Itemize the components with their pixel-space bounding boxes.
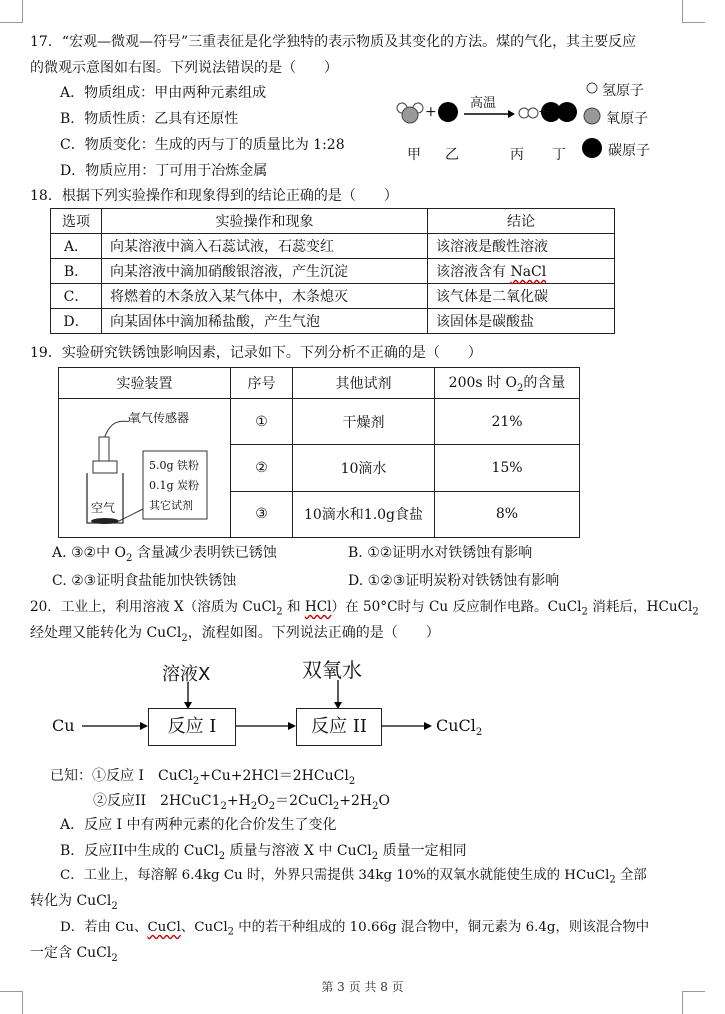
text: 质量一定相同 (378, 843, 467, 859)
text: 全部 (615, 868, 647, 883)
cell-reagent: 10滴水和1.0g食盐 (293, 491, 435, 537)
q18-table (50, 208, 615, 334)
subscript: 2 (276, 606, 283, 618)
text: 、CuCl (180, 920, 228, 935)
subscript: 2 (348, 775, 356, 787)
cell-number: ② (231, 445, 293, 491)
iron-powder-label: 5.0g 铁粉 (149, 459, 200, 472)
flow-input-solution-x: 溶液X (162, 664, 211, 685)
subscript: 2 (516, 382, 524, 394)
q20-stem-line2 (30, 623, 440, 649)
q20-flow-diagram (40, 650, 500, 750)
table-header-row (51, 209, 615, 234)
q17-stem-line1: 17．“宏观—微观—符号”三重表征是化学独特的表示物质及其变化的方法。煤的气化，其主要反应 (30, 34, 637, 50)
label-ding: 丁 (552, 147, 566, 163)
q17-stem-line2: 的微观示意图如右图。下列说法错误的是（ ） (30, 60, 338, 76)
header-apparatus: 实验装置 (59, 368, 231, 399)
subscript: 2 (581, 606, 588, 618)
q19-option-c: C. ②③证明食盐能加快铁锈蚀 (52, 573, 237, 589)
text: 经处理又能转化为 CuCl (30, 625, 182, 641)
carbon-powder-label: 0.1g 炭粉 (149, 479, 200, 492)
cell-operation: 向某溶液中滴入石蕊试液，石蕊变红 (102, 234, 428, 259)
text: ①反应 I CuCl (92, 768, 193, 784)
subscript: 2 (372, 800, 379, 812)
q20-option-b (60, 841, 467, 867)
legend-hydrogen: 氢原子 (602, 83, 644, 99)
subscript: 2 (218, 850, 226, 862)
cell-option: D． (51, 309, 102, 334)
cell-conclusion: 该溶液是酸性溶液 (428, 234, 615, 259)
text: ＝2CuCl (275, 793, 333, 809)
plus-sign: + (538, 104, 550, 120)
cell-reagent: 10滴水 (293, 445, 435, 491)
flow-box-reaction-2: 反应 II (296, 708, 382, 746)
label-yi: 乙 (445, 147, 459, 163)
cell-operation: 向某溶液中滴加硝酸银溶液，产生沉淀 (102, 259, 428, 284)
q20-option-a: A．反应 I 中有两种元素的化合价发生了变化 (60, 817, 337, 833)
hcl-text: HCl (304, 599, 332, 615)
other-reagent-label: 其它试剂 (149, 499, 193, 512)
corner-mark (682, 0, 705, 23)
q19-stem: 19．实验研究铁锈蚀影响因素，记录如下。下列分析不正确的是（ ） (30, 345, 482, 361)
q20-known-r2 (93, 791, 390, 817)
cell-conclusion: 该气体是二氧化碳 (428, 284, 615, 309)
cell-o2-content: 21% (435, 399, 580, 445)
table-row (51, 234, 615, 259)
subscript: 2 (371, 850, 379, 862)
table-row (51, 309, 615, 334)
text: ）在 50°C时与 Cu 反应制作电路。CuCl (331, 599, 582, 615)
flow-box-reaction-1: 反应 I (148, 708, 236, 746)
text: A. ③②中 O (52, 545, 127, 561)
subscript: 2 (111, 952, 118, 964)
text: 质量与溶液 X 中 CuCl (225, 843, 372, 859)
text: ，流程如图。下列说法正确的是（ ） (187, 625, 440, 641)
subscript: 2 (475, 727, 483, 739)
text: 含量减少表明铁已锈蚀 (132, 545, 277, 561)
text: 和 (282, 599, 305, 615)
plus-sign: + (425, 104, 437, 120)
q19-option-b: B. ①②证明水对铁锈蚀有影响 (348, 545, 533, 561)
text: 已知： (50, 768, 92, 784)
cell-conclusion: 该固体是碳酸盐 (428, 309, 615, 334)
arrow-condition-label: 高温 (470, 96, 497, 111)
subscript: 2 (332, 800, 340, 812)
subscript: 2 (111, 900, 118, 912)
subscript: 2 (250, 800, 258, 812)
subscript: 2 (220, 800, 227, 812)
cell-option: A． (51, 234, 102, 259)
text: CuCl (436, 716, 476, 735)
cell-number: ③ (231, 491, 293, 537)
cell-option: C． (51, 284, 102, 309)
text: 中的若干种组成的 10.66g 混合物中，铜元素为 6.4g，则该混合物中 (234, 920, 650, 935)
q20-option-d (60, 918, 649, 943)
cell-number: ① (231, 399, 293, 445)
cell-operation: 向某固体中滴加稀盐酸，产生气泡 (102, 309, 428, 334)
q20-known-r1 (50, 766, 355, 792)
text: +2H (339, 793, 373, 809)
subscript: 2 (692, 606, 699, 618)
cucl-text: CuCl (147, 920, 181, 935)
subscript: 2 (609, 874, 616, 886)
cell-o2-content: 15% (435, 445, 580, 491)
header-text: 的含量 (523, 375, 566, 392)
air-label: 空气 (91, 501, 116, 515)
cell-operation: 将燃着的木条放入某气体中，木条熄灭 (102, 284, 428, 309)
nacl-text: NaCl (510, 264, 547, 280)
label-bing: 丙 (510, 147, 524, 163)
subscript: 2 (227, 926, 235, 938)
text: O (378, 793, 391, 809)
cell-conclusion (428, 259, 615, 284)
apparatus-cell (59, 399, 231, 538)
table-row (51, 259, 615, 284)
q17-reaction-diagram (390, 80, 680, 170)
subscript: 2 (192, 775, 200, 787)
q20-option-c-line2 (30, 891, 118, 917)
cell-option: B． (51, 259, 102, 284)
cell-reagent: 干燥剂 (293, 399, 435, 445)
header-text: 200s 时 O (448, 375, 517, 392)
corner-mark (0, 0, 23, 23)
page-footer: 第 3 页 共 8 页 (321, 980, 404, 994)
header-option: 选项 (51, 209, 102, 234)
subscript: 2 (268, 800, 276, 812)
flow-end-cucl2 (436, 716, 482, 738)
subscript: 2 (126, 552, 133, 564)
header-number: 序号 (231, 368, 293, 399)
text: 一定含 CuCl (30, 945, 112, 961)
text: ②反应II 2HCuC1 (93, 793, 221, 809)
text: O (257, 793, 269, 809)
header-o2-content (435, 368, 580, 399)
q18-stem: 18．根据下列实验操作和现象得到的结论正确的是（ ） (30, 188, 398, 204)
q19-option-a (52, 543, 277, 569)
subscript: 2 (181, 632, 188, 644)
conclusion-text: 该溶液含有 (436, 264, 511, 280)
flow-start-cu: Cu (52, 716, 75, 735)
text: 20．工业上，利用溶液 X（溶质为 CuCl (30, 599, 277, 615)
table-row (51, 284, 615, 309)
cell-o2-content: 8% (435, 491, 580, 537)
q19-table (58, 367, 580, 538)
q17-option-b: B．物质性质：乙具有还原性 (60, 111, 239, 127)
table-header-row (59, 368, 580, 399)
sensor-label: 氧气传感器 (129, 411, 190, 425)
text: 消耗后，HCuCl (587, 599, 693, 615)
q20-option-c (60, 866, 647, 891)
header-conclusion: 结论 (428, 209, 615, 234)
table-row (59, 399, 580, 445)
legend-oxygen: 氧原子 (606, 111, 648, 127)
text: +H (226, 793, 251, 809)
q20-stem-line1 (30, 597, 699, 623)
text: C．工业上，每溶解 6.4kg Cu 时，外界只需提供 34kg 10%的双氧水就能使生成的 HCuCl (60, 868, 610, 883)
q17-option-d: D．物质应用：丁可用于冶炼金属 (60, 163, 268, 179)
q20-option-d-line2 (30, 943, 118, 969)
flow-input-hydrogen-peroxide: 双氧水 (302, 658, 362, 682)
legend-carbon: 碳原子 (608, 143, 650, 159)
header-reagent: 其他试剂 (293, 368, 435, 399)
flow-arrows-svg (40, 650, 500, 750)
q19-option-d: D. ①②③证明炭粉对铁锈蚀有影响 (348, 573, 560, 589)
q17-option-c: C．物质变化：生成的丙与丁的质量比为 1:28 (60, 137, 345, 153)
text: D．若由 Cu、 (60, 920, 148, 935)
text: +Cu+2HCl＝2HCuCl (199, 768, 349, 784)
label-jia: 甲 (407, 147, 421, 163)
q17-option-a: A．物质组成：甲由两种元素组成 (60, 85, 267, 101)
header-operation: 实验操作和现象 (102, 209, 428, 234)
text: B．反应II中生成的 CuCl (60, 843, 219, 859)
text: 转化为 CuCl (30, 893, 112, 909)
